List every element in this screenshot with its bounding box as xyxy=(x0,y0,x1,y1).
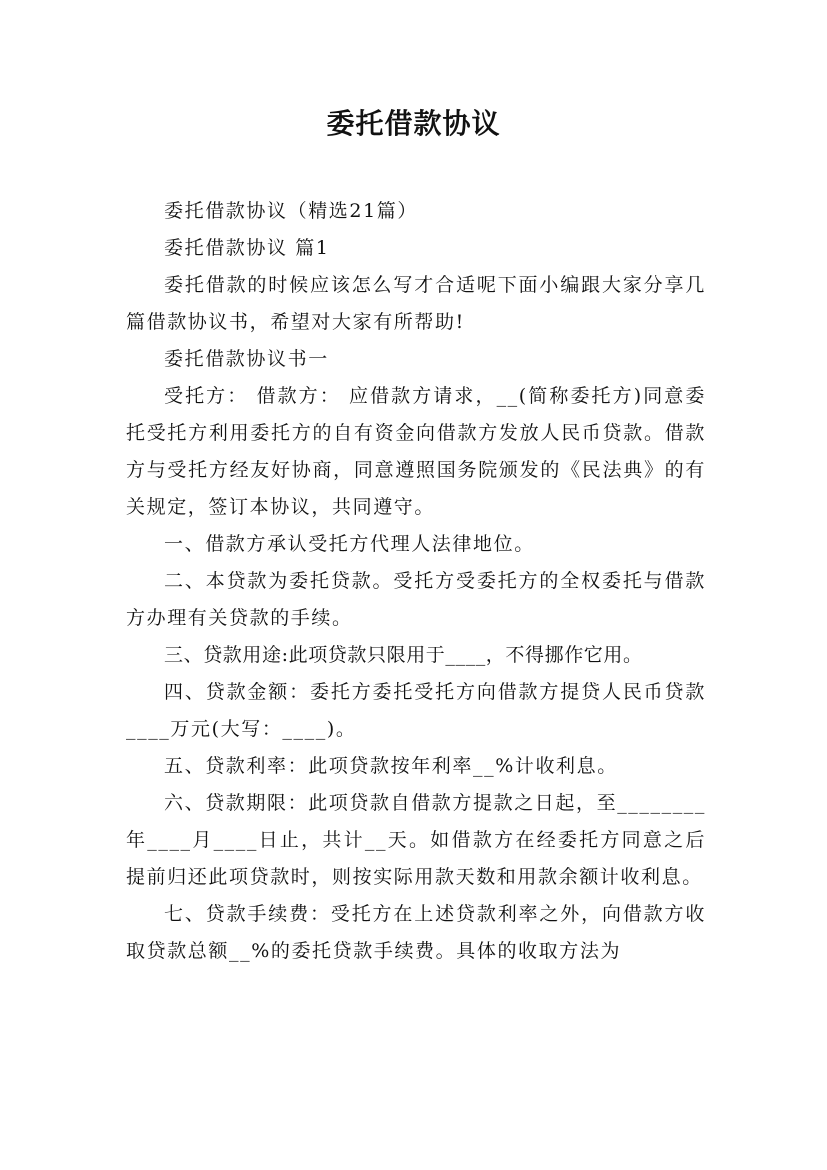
document-title: 委托借款协议 xyxy=(326,107,501,140)
paragraph-parties: 受托方： 借款方： 应借款方请求，__(简称委托方)同意委托受托方利用委托方的自有资金向借款方发放人民币贷款。借款方与受托方经友好协商，同意遵照国务院颁发的《民法典》的有关规定，签订本协议，共同遵守。 xyxy=(126,385,706,518)
paragraph-clause-7: 七、贷款手续费：受托方在上述贷款利率之外，向借款方收取贷款总额__%的委托贷款手续费。具体的收取方法为 xyxy=(126,903,706,962)
paragraph-clause-5: 五、贷款利率：此项贷款按年利率__%计收利息。 xyxy=(164,755,618,777)
paragraph-intro: 委托借款的时候应该怎么写才合适呢下面小编跟大家分享几篇借款协议书，希望对大家有所帮助! xyxy=(126,274,706,333)
paragraph-subtitle: 委托借款协议（精选21篇） xyxy=(164,200,418,222)
paragraph-clause-3: 三、贷款用途:此项贷款只限用于____，不得挪作它用。 xyxy=(164,644,643,666)
paragraph-section-heading: 委托借款协议 篇1 xyxy=(164,237,330,259)
paragraph-clause-6: 六、贷款期限：此项贷款自借款方提款之日起，至________年____月____日止，共计__天。如借款方在经委托方同意之后提前归还此项贷款时，则按实际用款天数和用款余额计收利息。 xyxy=(126,792,707,888)
document-body xyxy=(126,193,706,970)
paragraph-agreement-heading: 委托借款协议书一 xyxy=(164,348,329,370)
paragraph-clause-1: 一、借款方承认受托方代理人法律地位。 xyxy=(164,533,535,555)
paragraph-clause-2: 二、本贷款为委托贷款。受托方受委托方的全权委托与借款方办理有关贷款的手续。 xyxy=(126,570,706,629)
paragraph-clause-4: 四、贷款金额：委托方委托受托方向借款方提贷人民币贷款____万元(大写：____)。 xyxy=(126,681,706,740)
